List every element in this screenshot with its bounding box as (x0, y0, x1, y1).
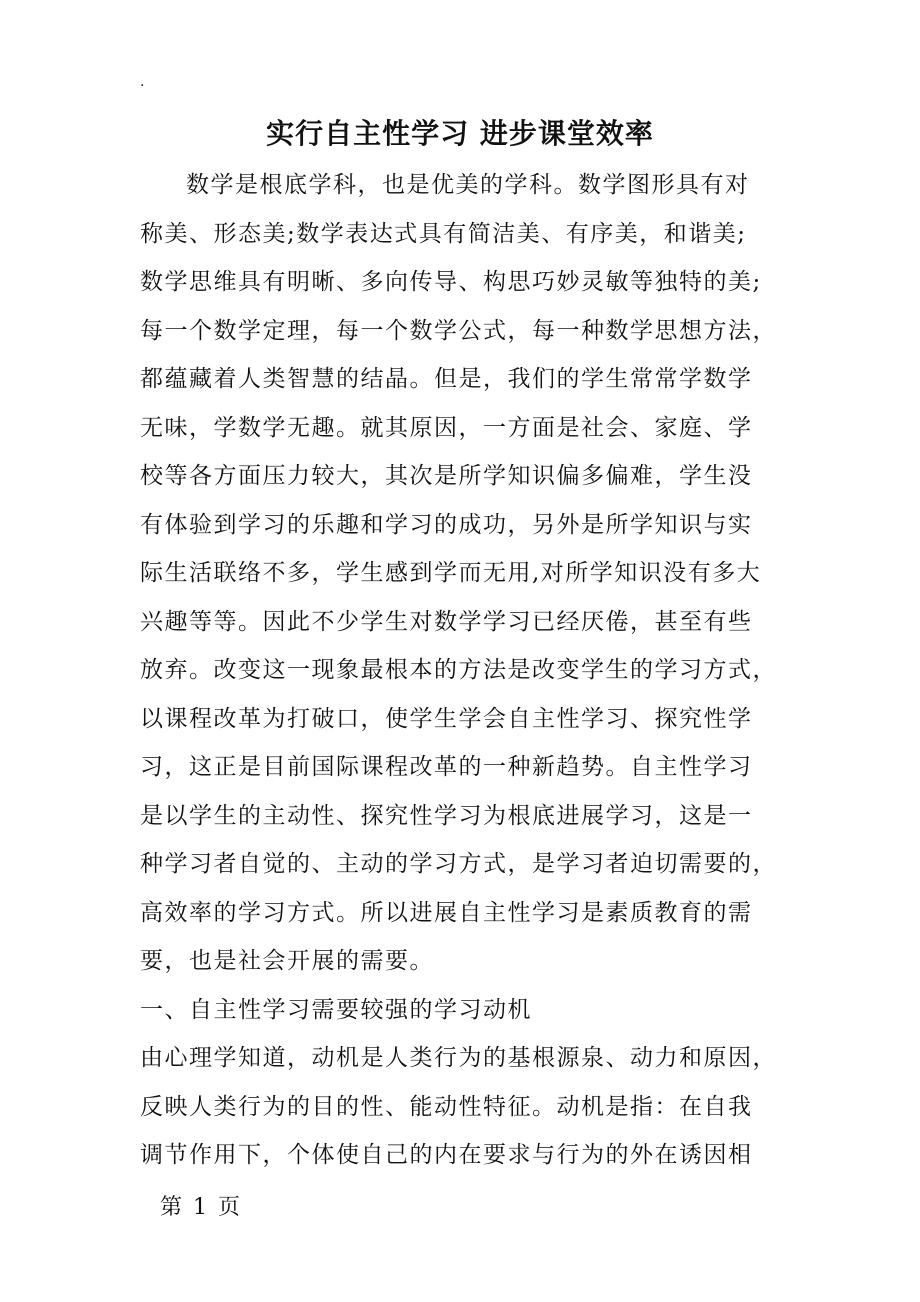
section-heading: 一、自主性学习需要较强的学习动机 (140, 996, 532, 1023)
body-text (140, 161, 777, 1180)
text-line: 是以学生的主动性、探究性学习为根底进展学习，这是一 (140, 802, 753, 829)
text-line: 以课程改革为打破口，使学生学会自主性学习、探究性学 (140, 705, 753, 732)
text-line: 由心理学知道，动机是人类行为的基根源泉、动力和原因， (140, 1045, 777, 1071)
text-line: 兴趣等等。因此不少学生对数学学习已经厌倦，甚至有些 (140, 608, 753, 635)
text-line: 校等各方面压力较大，其次是所学知识偏多偏难，学生没 (140, 463, 753, 489)
text-line: 习，这正是目前国际课程改革的一种新趋势。自主性学习 (140, 754, 753, 780)
text-line: 每一个数学定理，每一个数学公式，每一种数学思想方法， (140, 317, 777, 344)
corner-mark: . (140, 74, 145, 90)
page-number: 第 1 页 (160, 1195, 240, 1220)
text-line: 称美、形态美;数学表达式具有简洁美、有序美，和谐美; (140, 220, 747, 247)
text-line: 放弃。改变这一现象最根本的方法是改变学生的学习方式， (140, 657, 777, 683)
text-line: 际生活联络不多，学生感到学而无用,对所学知识没有多大 (140, 560, 762, 586)
text-line: 数学是根底学科，也是优美的学科。数学图形具有对 (186, 172, 750, 198)
text-line: 反映人类行为的目的性、能动性特征。动机是指：在自我 (140, 1093, 753, 1120)
text-line: 无味，学数学无趣。就其原因，一方面是社会、家庭、学 (140, 414, 753, 441)
text-line: 调节作用下，个体使自己的内在要求与行为的外在诱因相 (140, 1142, 753, 1168)
text-line: 都蕴藏着人类智慧的结晶。但是，我们的学生常常学数学 (140, 366, 753, 392)
text-line: 要，也是社会开展的需要。 (140, 948, 434, 974)
document-title: 实行自主性学习 进步课堂效率 (266, 117, 654, 150)
text-line: 数学思维具有明晰、多向传导、构思巧妙灵敏等独特的美; (140, 269, 762, 295)
text-line: 有体验到学习的乐趣和学习的成功，另外是所学知识与实 (140, 511, 753, 538)
text-line: 种学习者自觉的、主动的学习方式，是学习者迫切需要的， (140, 851, 777, 877)
text-line: 高效率的学习方式。所以进展自主性学习是素质教育的需 (140, 899, 753, 926)
